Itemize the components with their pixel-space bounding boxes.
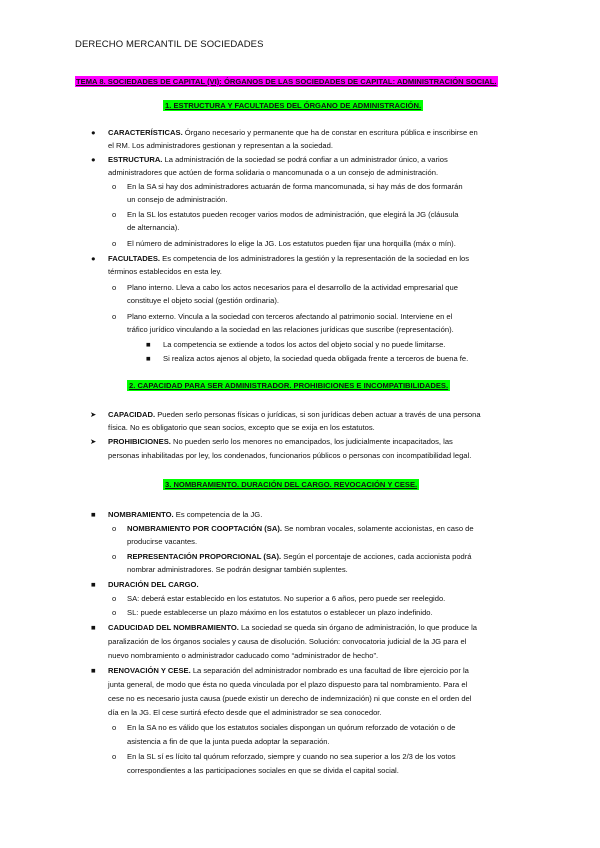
bullet-square: ■ (91, 623, 96, 632)
bullet-square: ■ (146, 354, 151, 363)
s3-line: REPRESENTACIÓN PROPORCIONAL (SA). Según el porcentaje de acciones, cada accionista podrá (127, 552, 472, 561)
s3-line: correspondientes a las participaciones sociales en que se divida el capital social. (127, 766, 399, 775)
s3-line: nuevo nombramiento o administrador caducado como “administrador de hecho”. (108, 651, 379, 660)
arrow-bullet-icon: ➤ (90, 410, 97, 419)
topic-title: TEMA 8. SOCIEDADES DE CAPITAL (VI): ÓRGANOS DE LAS SOCIEDADES DE CAPITAL: ADMINISTRACIÓN SOCIAL. (76, 77, 497, 86)
bullet-square: ■ (91, 580, 96, 589)
bullet-dot: ● (91, 155, 96, 164)
bullet-square: ■ (146, 340, 151, 349)
s1-line: un consejo de administración. (127, 195, 228, 204)
bullet-circle: o (112, 283, 117, 292)
s3-line: cese no es necesario justa causa (puede existir un derecho de indemnización) ni que conste en el orden del (108, 694, 472, 703)
s2-line: CAPACIDAD. Pueden serlo personas físicas o jurídicas, si son jurídicas deben actuar a través de una persona (108, 410, 481, 419)
section-1-title: 1. ESTRUCTURA Y FACULTADES DEL ÓRGANO DE ADMINISTRACIÓN. (165, 101, 422, 110)
s3-line: SL: puede establecerse un plazo máximo en los estatutos o establecer un plazo indefinido. (127, 608, 433, 617)
s1-line: FACULTADES. Es competencia de los administradores la gestión y la representación de la sociedad en los (108, 254, 470, 263)
section-2-title: 2. CAPACIDAD PARA SER ADMINISTRADOR. PROHIBICIONES E INCOMPATIBILIDADES. (129, 381, 449, 390)
s3-line: DURACIÓN DEL CARGO. (108, 580, 199, 589)
s3-line: NOMBRAMIENTO. Es competencia de la JG. (108, 510, 263, 519)
s3-line: En la SL sí es lícito tal quórum reforzado, siempre y cuando no sea superior a los 2/3 de los votos (127, 752, 456, 761)
s1-line: Plano externo. Vincula a la sociedad con terceros afectando al patrimonio social. Interviene en el (127, 312, 453, 321)
s1-line: CARACTERÍSTICAS. Órgano necesario y permanente que ha de constar en escritura pública e inscribirse en (108, 128, 478, 137)
s3-line: nombrar administradores. Se podrán designar también suplentes. (127, 565, 348, 574)
s1-line: El número de administradores lo elige la JG. Los estatutos pueden fijar una horquilla (máx o mín). (127, 239, 456, 248)
bullet-dot: ● (91, 128, 96, 137)
s1-line: En la SL los estatutos pueden recoger varios modos de administración, que elegirá la JG (cláusula (127, 210, 459, 219)
bullet-circle: o (112, 608, 117, 617)
section-3-title: 3. NOMBRAMIENTO. DURACIÓN DEL CARGO. REVOCACIÓN Y CESE. (165, 480, 418, 489)
s1-line: Plano interno. Lleva a cabo los actos necesarios para el desarrollo de la actividad empresarial que (127, 283, 458, 292)
document-header: DERECHO MERCANTIL DE SOCIEDADES (75, 39, 264, 50)
s3-line: CADUCIDAD DEL NOMBRAMIENTO. La sociedad se queda sin órgano de administración, lo que produce la (108, 623, 478, 632)
s3-line: SA: deberá estar establecido en los estatutos. No superior a 6 años, pero puede ser reelegido. (127, 594, 446, 603)
s3-line: producirse vacantes. (127, 537, 198, 546)
s1-line: tráfico jurídico vinculando a la sociedad en las relaciones jurídicas que suscribe (representación). (127, 325, 454, 334)
bullet-square: ■ (91, 666, 96, 675)
s3-line: En la SA no es válido que los estatutos sociales dispongan un quórum reforzado de votación o de (127, 723, 456, 732)
s3-line: paralización de los órganos sociales y causa de disolución. Solución: convocatoria judicial de la JG para el (108, 637, 467, 646)
bullet-circle: o (112, 752, 117, 761)
bullet-circle: o (112, 312, 117, 321)
s3-line: RENOVACIÓN Y CESE. La separación del administrador nombrado es una facultad de libre ejercicio por la (108, 666, 469, 675)
s3-line: día en la JG. El cese surtirá efecto desde que el administrador se sea conocedor. (108, 708, 382, 717)
s1-line: Si realiza actos ajenos al objeto, la sociedad queda obligada frente a terceros de buena fe. (163, 354, 469, 363)
bullet-circle: o (112, 182, 117, 191)
s1-line: constituye el objeto social (gestión ordinaria). (127, 296, 279, 305)
bullet-circle: o (112, 524, 117, 533)
arrow-bullet-icon: ➤ (90, 437, 97, 446)
s2-line: personas inhabilitadas por ley, los condenados, funcionarios públicos o personas con incompatibilidad legal. (108, 451, 472, 460)
bullet-circle: o (112, 552, 117, 561)
s2-line: física. No es obligatorio que sean socios, excepto que se exija en los estatutos. (108, 423, 375, 432)
s3-line: asistencia a fin de que la junta pueda adoptar la separación. (127, 737, 330, 746)
s1-line: términos establecidos en esta ley. (108, 267, 222, 276)
s1-line: administradores que actúen de forma solidaria o mancomunada o a un consejo de administración. (108, 168, 439, 177)
s3-line: NOMBRAMIENTO POR COOPTACIÓN (SA). Se nombran vocales, solamente accionistas, en caso de (127, 524, 474, 533)
s1-line: La competencia se extiende a todos los actos del objeto social y no puede limitarse. (163, 340, 446, 349)
bullet-circle: o (112, 594, 117, 603)
s1-line: de alternancia). (127, 223, 180, 232)
bullet-circle: o (112, 239, 117, 248)
s1-line: ESTRUCTURA. La administración de la sociedad se podrá confiar a un administrador único, a varios (108, 155, 448, 164)
s1-line: En la SA si hay dos administradores actuarán de forma mancomunada, si hay más de dos formarán (127, 182, 463, 191)
s3-line: junta general, de modo que ésta no queda vinculada por el plazo dispuesto para tal nombramiento. Para el (108, 680, 468, 689)
s2-line: PROHIBICIONES. No pueden serlo los menores no emancipados, los judicialmente incapacitados, las (108, 437, 453, 446)
bullet-circle: o (112, 210, 117, 219)
bullet-circle: o (112, 723, 117, 732)
s1-line: el RM. Los administradores gestionan y representan a la sociedad. (108, 141, 333, 150)
bullet-square: ■ (91, 510, 96, 519)
bullet-dot: ● (91, 254, 96, 263)
